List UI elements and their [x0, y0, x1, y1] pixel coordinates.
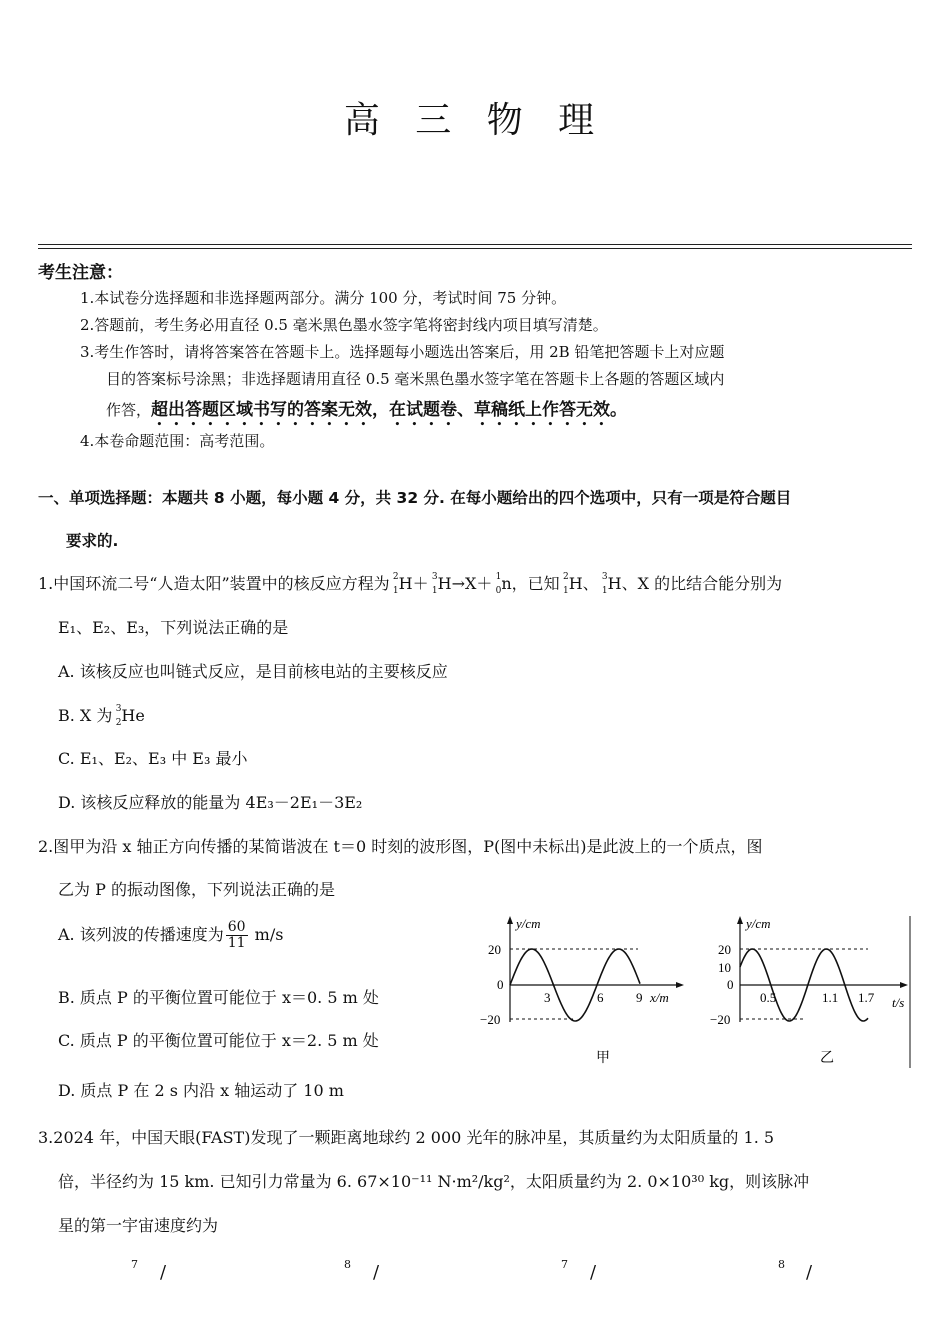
notice-item-4: 4.本卷命题范围：高考范围。: [80, 432, 275, 450]
fraction-denominator: 11: [227, 935, 246, 951]
question-2-stem: 2.图甲为沿 x 轴正方向传播的某简谐波在 t＝0 时刻的波形图，P(图中未标出)是此波上的一个质点，图: [38, 837, 763, 856]
q1-text: H、: [568, 574, 599, 593]
q1-option-b-text: B. X 为: [58, 706, 113, 725]
y-axis-label: y/cm: [516, 916, 541, 931]
fraction: [226, 920, 248, 951]
tick-label: 0: [497, 977, 504, 992]
q1-text: H→X＋: [437, 574, 493, 593]
cut-off-option-fragment: /: [373, 1262, 380, 1283]
notice-heading: 考生注意：: [38, 263, 123, 283]
tick-label: 6: [597, 990, 604, 1005]
tick-label: 10: [718, 960, 731, 975]
nuclide-deuterium: 2 1: [392, 572, 399, 596]
page-title: 高 三 物 理: [343, 100, 607, 141]
t-axis-arrow: [900, 982, 908, 988]
notice-item-3-cont: [106, 395, 627, 430]
notice-item-1: 1.本试卷分选择题和非选择题两部分。满分 100 分，考试时间 75 分钟。: [80, 289, 567, 307]
cut-off-option-fragment: /: [806, 1262, 813, 1283]
tick-label: 0.5: [760, 990, 777, 1005]
notice-text: 作答，: [106, 401, 152, 419]
fraction-numerator: 60: [227, 919, 246, 935]
section-heading: 一、单项选择题：本题共 8 小题，每小题 4 分，共 32 分. 在每小题给出的四个选项中，只有一项是符合题目: [38, 489, 792, 507]
divider-line: [38, 244, 912, 245]
q1-text: H＋: [398, 574, 429, 593]
question-3-stem: 3.2024 年，中国天眼(FAST)发现了一颗距离地球约 2 000 光年的脉冲星，其质量约为太阳质量的 1. 5: [38, 1128, 775, 1147]
question-1-stem: [38, 571, 782, 594]
cut-off-option-fragment: 8: [778, 1258, 785, 1271]
x-axis-arrow: [676, 982, 684, 988]
q1-text: H、X 的比结合能分别为: [607, 574, 783, 593]
question-3-stem-cont: 倍，半径约为 15 km. 已知引力常量为 6. 67×10⁻¹¹ N·m²/kg²，太阳质量约为 2. 0×10³⁰ kg，则该脉冲: [58, 1172, 810, 1191]
q2-option-d: D. 质点 P 在 2 s 内沿 x 轴运动了 10 m: [58, 1081, 344, 1100]
y-axis-arrow: [507, 916, 513, 924]
tick-label: 0: [727, 977, 734, 992]
notice-item-3-cont: 目的答案标号涂黑；非选择题请用直径 0.5 毫米黑色墨水签字笔在答题卡上各题的答题区域内: [106, 370, 725, 388]
x-axis-label: x/m: [650, 990, 669, 1005]
q2-option-b: B. 质点 P 的平衡位置可能位于 x＝0. 5 m 处: [58, 988, 379, 1007]
q2-option-a-text: A. 该列波的传播速度为: [58, 925, 224, 944]
nuclide-tritium: 3 1: [601, 572, 608, 596]
tick-label: 3: [544, 990, 551, 1005]
wave-graph-jia: [478, 912, 688, 1072]
section-heading-cont: 要求的.: [66, 532, 119, 550]
q1-text: n，已知: [501, 574, 560, 593]
q1-option-c: C. E₁、E₂、E₃ 中 E₃ 最小: [58, 749, 248, 768]
emphasized-warning: 超出答题区域书写的答案无效，在试题卷、草稿纸上作答无效。: [151, 400, 628, 420]
cut-off-option-fragment: 7: [561, 1258, 568, 1271]
tick-label: 9: [636, 990, 643, 1005]
y-axis-label: y/cm: [746, 916, 771, 931]
tick-label: −20: [710, 1012, 731, 1027]
q1-option-b: [58, 703, 145, 726]
q1-text: 1.中国环流二号“人造太阳”装置中的核反应方程为: [38, 574, 390, 593]
notice-item-2: 2.答题前，考生务必用直径 0.5 毫米黑色墨水签字笔将密封线内项目填写清楚。: [80, 316, 608, 334]
cut-off-option-fragment: 7: [131, 1258, 138, 1271]
question-1-stem-cont: E₁、E₂、E₃，下列说法正确的是: [58, 618, 289, 637]
unit: m/s: [254, 925, 284, 944]
tick-label: 1.7: [858, 990, 875, 1005]
graph-caption: 乙: [820, 1050, 834, 1066]
nuclide-tritium: 3 1: [431, 572, 438, 596]
graph-caption: 甲: [596, 1050, 610, 1066]
cut-off-option-fragment: /: [160, 1262, 167, 1283]
nuclide-helium3: 3 2: [115, 704, 122, 728]
notice-item-3: 3.考生作答时，请将答案答在答题卡上。选择题每小题选出答案后，用 2B 铅笔把答题卡上对应题: [80, 343, 725, 361]
vibration-graph-yi: [708, 912, 918, 1072]
tick-label: 20: [488, 942, 501, 957]
cut-off-option-fragment: 8: [344, 1258, 351, 1271]
q1-option-a: A. 该核反应也叫链式反应，是目前核电站的主要核反应: [58, 662, 448, 681]
q1-option-b-text: He: [121, 706, 145, 725]
y-axis-arrow: [737, 916, 743, 924]
nuclide-deuterium: 2 1: [562, 572, 569, 596]
cut-off-option-fragment: /: [590, 1262, 597, 1283]
nuclide-neutron: 1 0: [495, 572, 502, 596]
q2-option-c: C. 质点 P 的平衡位置可能位于 x＝2. 5 m 处: [58, 1031, 379, 1050]
q2-option-a: [58, 920, 283, 951]
t-axis-label: t/s: [892, 995, 905, 1010]
q1-option-d: D. 该核反应释放的能量为 4E₃－2E₁－3E₂: [58, 793, 363, 812]
tick-label: 1.1: [822, 990, 839, 1005]
question-3-stem-cont: 星的第一宇宙速度约为: [58, 1216, 219, 1235]
tick-label: −20: [480, 1012, 501, 1027]
divider-line: [38, 248, 912, 249]
tick-label: 20: [718, 942, 731, 957]
question-2-stem-cont: 乙为 P 的振动图像，下列说法正确的是: [58, 880, 335, 899]
